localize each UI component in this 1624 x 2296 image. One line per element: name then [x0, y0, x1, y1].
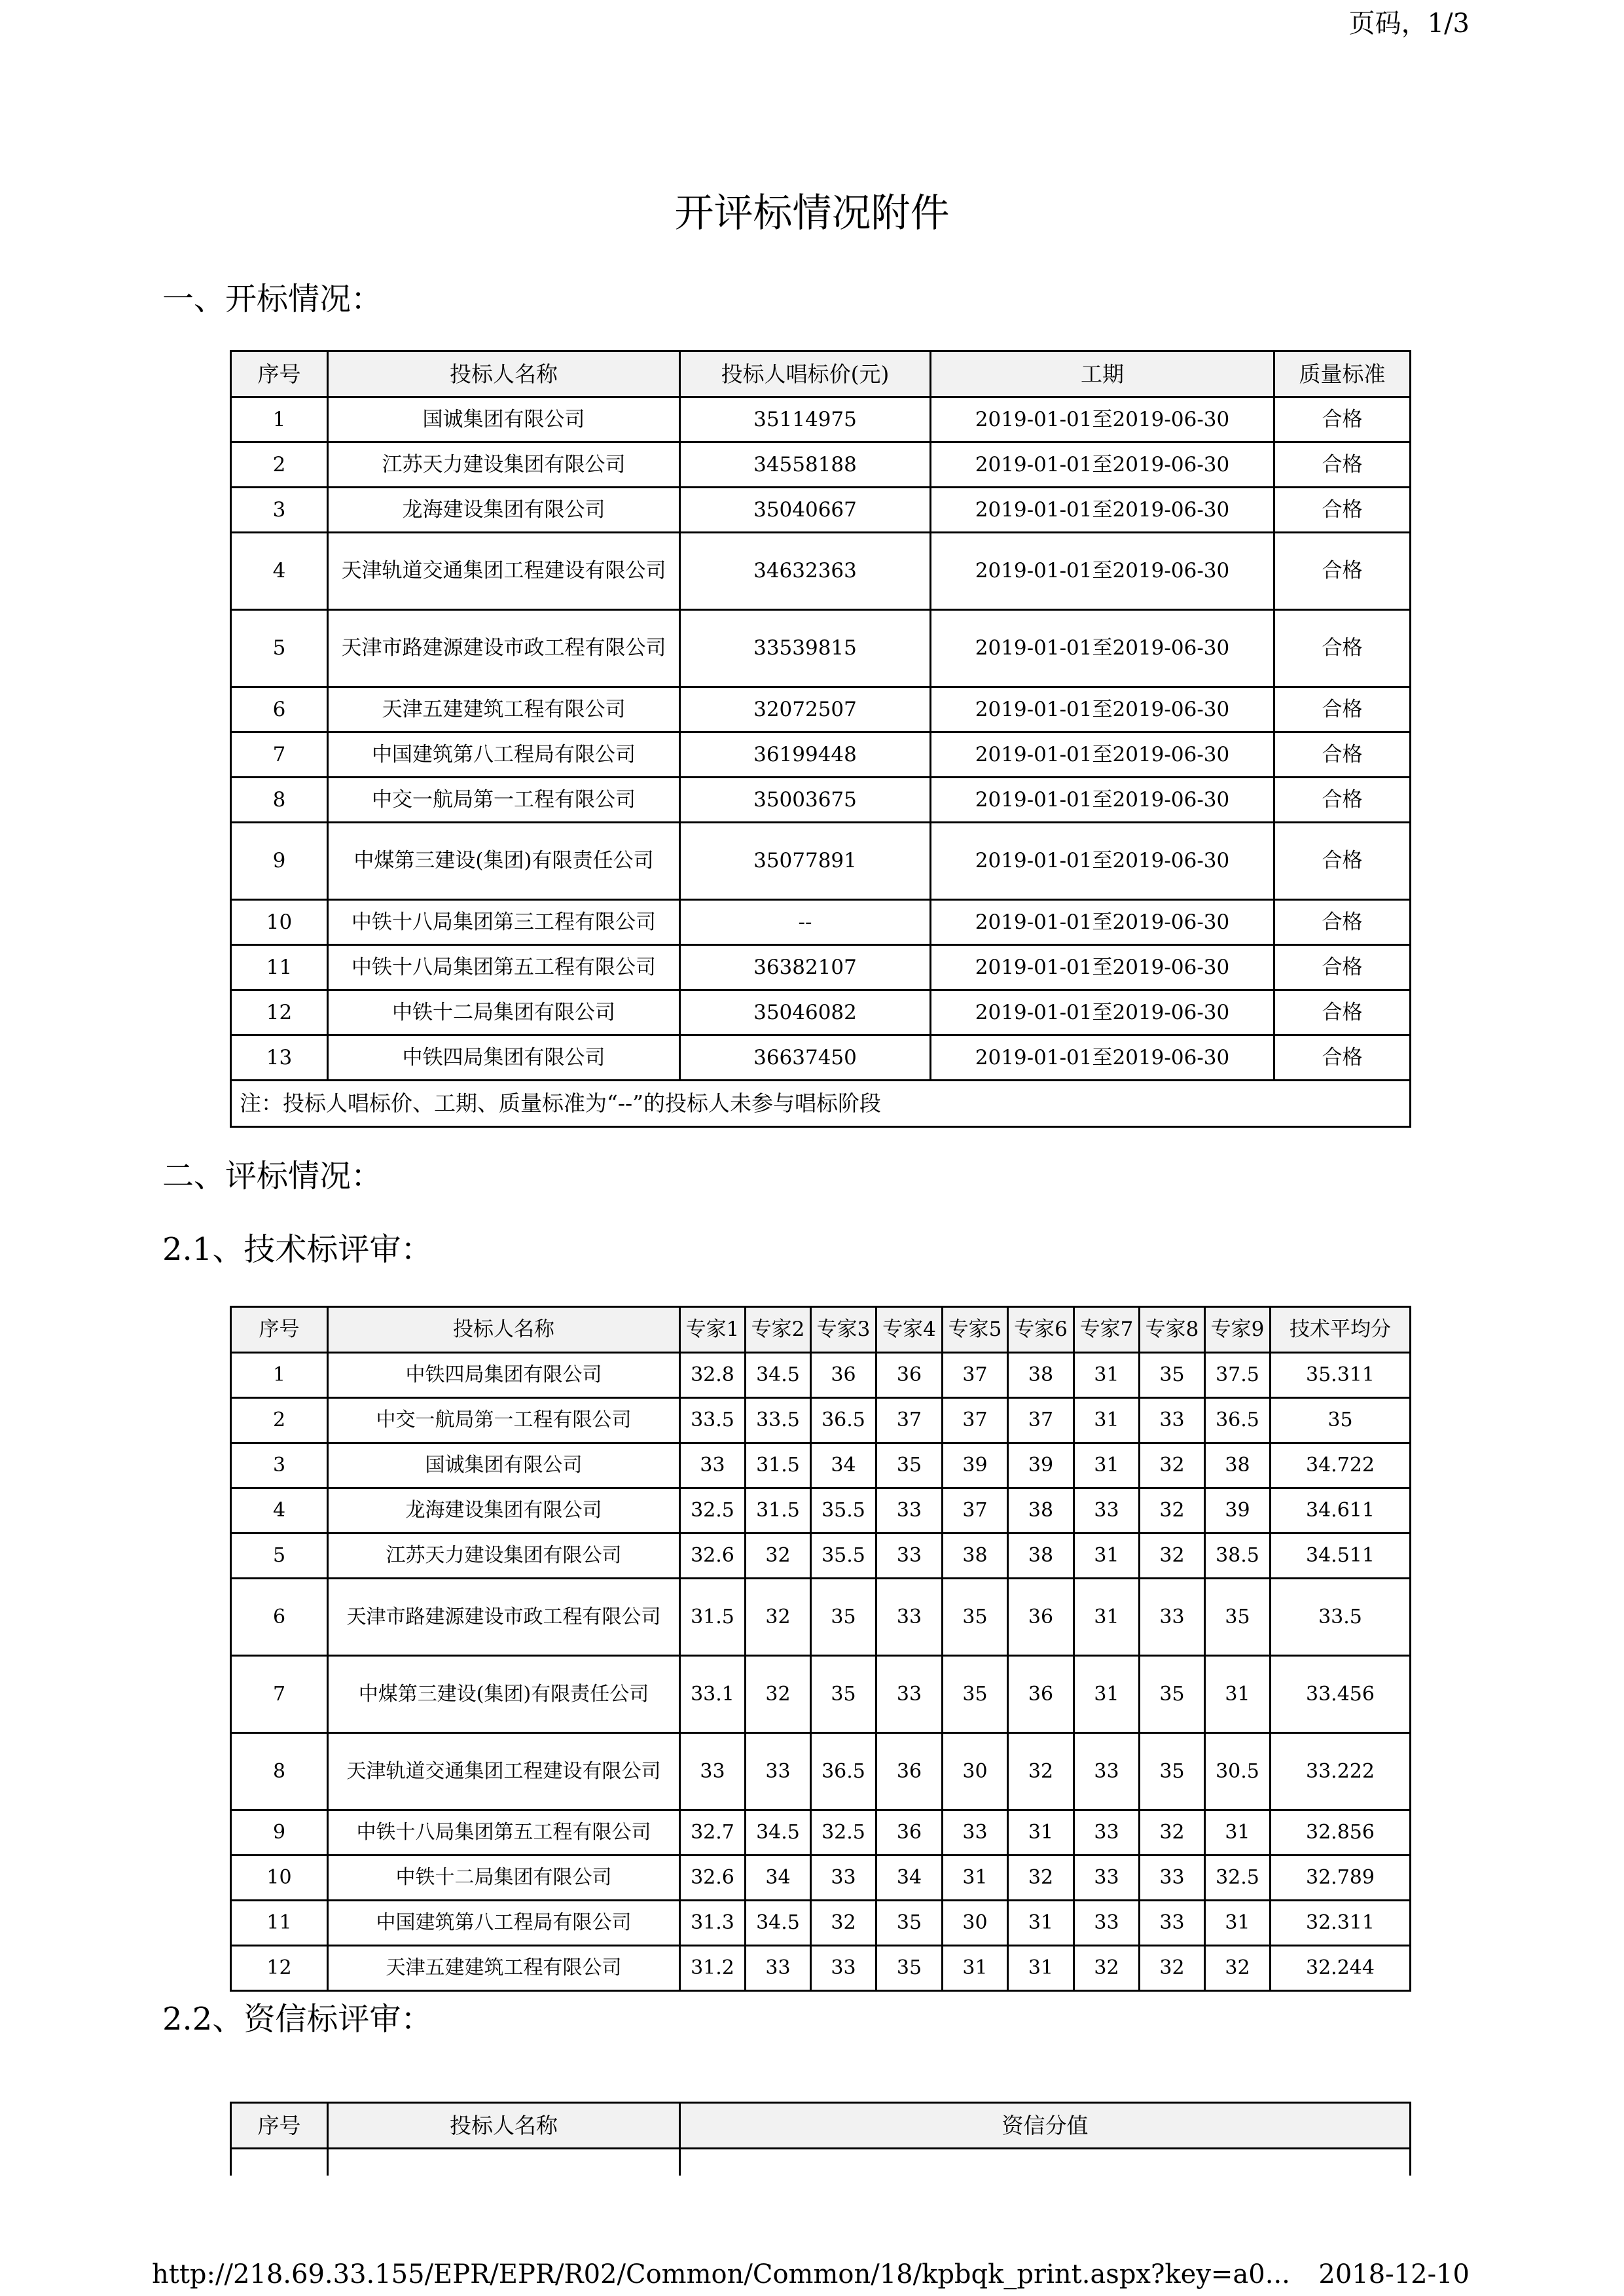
table-cell: 33: [811, 1946, 876, 1991]
table-cell: 34.511: [1271, 1534, 1411, 1579]
table-cell: 天津市路建源建设市政工程有限公司: [328, 1579, 680, 1656]
table-cell: 12: [231, 1946, 328, 1991]
table-cell: 35: [1140, 1656, 1205, 1733]
table-cell: 36: [1008, 1579, 1074, 1656]
table-cell: 5: [231, 610, 328, 687]
table-row: [231, 442, 1411, 488]
header-cell: 序号: [231, 2103, 328, 2149]
table-cell: 35.5: [811, 1534, 876, 1579]
table-row: [231, 1810, 1411, 1856]
table-cell: 2019-01-01至2019-06-30: [931, 945, 1274, 990]
footer-url: http://218.69.33.155/EPR/EPR/R02/Common/Common/18/kpbqk_print.aspx?key=a0...: [152, 2259, 1290, 2289]
table-cell: 38: [1008, 1488, 1074, 1534]
table-cell: 35: [943, 1579, 1008, 1656]
table-cell: 39: [1008, 1443, 1074, 1488]
table-cell: 中国建筑第八工程局有限公司: [328, 732, 680, 778]
table-cell: 32.5: [811, 1810, 876, 1856]
table-cell: 2019-01-01至2019-06-30: [931, 990, 1274, 1035]
table-cell: 合格: [1274, 990, 1411, 1035]
table-cell: 32.789: [1271, 1856, 1411, 1901]
table-cell: 31: [1074, 1534, 1140, 1579]
table-cell: 36382107: [680, 945, 931, 990]
table-cell: 13: [231, 1035, 328, 1081]
table-cell: 35: [943, 1656, 1008, 1733]
table-cell: 35077891: [680, 823, 931, 900]
table-cell: 2019-01-01至2019-06-30: [931, 778, 1274, 823]
footer-date: 2018-12-10: [1318, 2259, 1470, 2289]
table-cell: 31.5: [680, 1579, 746, 1656]
table-cell: 江苏天力建设集团有限公司: [328, 1534, 680, 1579]
table-cell: 35: [1271, 1398, 1411, 1443]
table-cell: 6: [231, 1579, 328, 1656]
table-cell: 32: [1140, 1946, 1205, 1991]
table-cell: 11: [231, 945, 328, 990]
table-cell: 2019-01-01至2019-06-30: [931, 397, 1274, 442]
table-cell: 合格: [1274, 1035, 1411, 1081]
table-header-row: [231, 1307, 1411, 1353]
table-cell: [231, 2149, 328, 2176]
table-row: [231, 945, 1411, 990]
table-cell: 32: [1008, 1733, 1074, 1810]
table-cell: 35: [876, 1946, 943, 1991]
table-cell: 36.5: [811, 1398, 876, 1443]
table-cell: 34.5: [746, 1353, 811, 1398]
table-cell: 38: [1008, 1534, 1074, 1579]
table-cell: 32: [746, 1579, 811, 1656]
table-cell: 天津轨道交通集团工程建设有限公司: [328, 1733, 680, 1810]
table-cell: [328, 2149, 680, 2176]
table-row: [231, 687, 1411, 732]
section-heading-technical: 2.1、技术标评审：: [162, 1231, 433, 1268]
table-note: 注：投标人唱标价、工期、质量标准为“--”的投标人未参与唱标阶段: [231, 1081, 1411, 1127]
table-cell: 32.5: [680, 1488, 746, 1534]
table-cell: 35: [876, 1901, 943, 1946]
table-cell: 36199448: [680, 732, 931, 778]
header-cell: 投标人名称: [328, 1307, 680, 1353]
header-cell: 专家6: [1008, 1307, 1074, 1353]
table-note-row: [231, 1081, 1411, 1127]
table-cell: 中铁十二局集团有限公司: [328, 990, 680, 1035]
table-cell: 8: [231, 778, 328, 823]
table-cell: 35.311: [1271, 1353, 1411, 1398]
table-row: [231, 1856, 1411, 1901]
header-cell: 专家2: [746, 1307, 811, 1353]
table-cell: 32.7: [680, 1810, 746, 1856]
table-cell: 38: [943, 1534, 1008, 1579]
table-cell: 39: [1205, 1488, 1271, 1534]
table-cell: 33: [1140, 1901, 1205, 1946]
table-cell: 31.5: [746, 1488, 811, 1534]
table-cell: 合格: [1274, 610, 1411, 687]
table-cell: 10: [231, 900, 328, 945]
table-cell: 32.5: [1205, 1856, 1271, 1901]
table-cell: --: [680, 900, 931, 945]
page-title: 开评标情况附件: [674, 190, 950, 236]
table-cell: 合格: [1274, 823, 1411, 900]
table-cell: 32.8: [680, 1353, 746, 1398]
table-cell: 中铁十八局集团第五工程有限公司: [328, 1810, 680, 1856]
table-cell: 32.856: [1271, 1810, 1411, 1856]
table-cell: 31: [1008, 1810, 1074, 1856]
table-cell: 32: [1205, 1946, 1271, 1991]
table-cell: 2019-01-01至2019-06-30: [931, 732, 1274, 778]
table-cell: 6: [231, 687, 328, 732]
header-cell: 专家3: [811, 1307, 876, 1353]
table-cell: 33.5: [680, 1398, 746, 1443]
table-row: [231, 778, 1411, 823]
table-cell: 31: [1205, 1656, 1271, 1733]
table-cell: 35: [1205, 1579, 1271, 1656]
table-cell: 31: [1074, 1579, 1140, 1656]
table-cell: 2019-01-01至2019-06-30: [931, 1035, 1274, 1081]
table-cell: 中煤第三建设(集团)有限责任公司: [328, 823, 680, 900]
table-cell: 39: [943, 1443, 1008, 1488]
table-cell: 33: [876, 1488, 943, 1534]
table-cell: 中铁十八局集团第三工程有限公司: [328, 900, 680, 945]
table-cell: 33.5: [1271, 1579, 1411, 1656]
table-cell: 2019-01-01至2019-06-30: [931, 823, 1274, 900]
table-cell: 12: [231, 990, 328, 1035]
table-cell: 7: [231, 1656, 328, 1733]
table-row: [231, 1488, 1411, 1534]
table-cell: 31: [1074, 1398, 1140, 1443]
table-cell: 37: [1008, 1398, 1074, 1443]
table-cell: 38: [1008, 1353, 1074, 1398]
table-cell: 中铁十八局集团第五工程有限公司: [328, 945, 680, 990]
table-cell: 33: [746, 1733, 811, 1810]
table-cell: 37: [943, 1398, 1008, 1443]
table-cell: 35: [811, 1656, 876, 1733]
table-cell: 33: [746, 1946, 811, 1991]
table-cell: 36: [1008, 1656, 1074, 1733]
table-cell: 31: [1205, 1810, 1271, 1856]
table-cell: 中国建筑第八工程局有限公司: [328, 1901, 680, 1946]
table-cell: 33: [1074, 1810, 1140, 1856]
table-cell: 1: [231, 1353, 328, 1398]
table-cell: 10: [231, 1856, 328, 1901]
table-cell: 33: [680, 1733, 746, 1810]
table-cell: 32: [1140, 1488, 1205, 1534]
table-row: [231, 1901, 1411, 1946]
table-cell: 34: [811, 1443, 876, 1488]
table-cell: 31.5: [746, 1443, 811, 1488]
table-cell: 31: [1074, 1443, 1140, 1488]
table-cell: 35.5: [811, 1488, 876, 1534]
table-row: [231, 1656, 1411, 1733]
table-cell: 2019-01-01至2019-06-30: [931, 442, 1274, 488]
header-cell: 工期: [931, 351, 1274, 397]
table-cell: 7: [231, 732, 328, 778]
table-cell: 30: [943, 1733, 1008, 1810]
table-row: [231, 1035, 1411, 1081]
table-cell: 1: [231, 397, 328, 442]
header-cell: 专家9: [1205, 1307, 1271, 1353]
table-cell: 32.6: [680, 1534, 746, 1579]
table-cell: 37: [943, 1353, 1008, 1398]
table-cell: 31: [1074, 1353, 1140, 1398]
table-cell: 34558188: [680, 442, 931, 488]
table-cell: 中交一航局第一工程有限公司: [328, 778, 680, 823]
table-cell: 34: [876, 1856, 943, 1901]
table-cell: 32: [811, 1901, 876, 1946]
header-cell: 技术平均分: [1271, 1307, 1411, 1353]
table-cell: 33: [1140, 1579, 1205, 1656]
header-cell: 专家1: [680, 1307, 746, 1353]
table-cell: 31: [1205, 1901, 1271, 1946]
table-cell: 2019-01-01至2019-06-30: [931, 533, 1274, 610]
table-row: [231, 1946, 1411, 1991]
table-cell: 33: [876, 1656, 943, 1733]
table-cell: 33: [811, 1856, 876, 1901]
table-cell: 36: [811, 1353, 876, 1398]
table-cell: 33: [943, 1810, 1008, 1856]
table-cell: 2: [231, 442, 328, 488]
table-cell: 33: [1140, 1856, 1205, 1901]
table-cell: 合格: [1274, 397, 1411, 442]
table-cell: 天津市路建源建设市政工程有限公司: [328, 610, 680, 687]
table-cell: 33: [1074, 1733, 1140, 1810]
table-cell: 36.5: [1205, 1398, 1271, 1443]
header-cell: 投标人唱标价(元): [680, 351, 931, 397]
table-row: [231, 1353, 1411, 1398]
section-heading-evaluation: 二、评标情况：: [162, 1158, 383, 1194]
table-cell: 38.5: [1205, 1534, 1271, 1579]
section-heading-bid-opening: 一、开标情况：: [162, 281, 383, 317]
table-cell: 33: [1140, 1398, 1205, 1443]
table-cell: 31: [943, 1856, 1008, 1901]
table-cell: 3: [231, 488, 328, 533]
table-cell: 中交一航局第一工程有限公司: [328, 1398, 680, 1443]
table-cell: 33.5: [746, 1398, 811, 1443]
header-cell: 专家4: [876, 1307, 943, 1353]
table-cell: 31.3: [680, 1901, 746, 1946]
table-cell: 国诚集团有限公司: [328, 1443, 680, 1488]
table-cell: 32: [1008, 1856, 1074, 1901]
table-cell: 31: [1008, 1946, 1074, 1991]
table-cell: 龙海建设集团有限公司: [328, 488, 680, 533]
table-cell: 34.722: [1271, 1443, 1411, 1488]
table-cell: 36: [876, 1810, 943, 1856]
table-cell: 32: [746, 1534, 811, 1579]
table-cell: 江苏天力建设集团有限公司: [328, 442, 680, 488]
table-cell: 33: [876, 1579, 943, 1656]
table-cell: 32: [1140, 1443, 1205, 1488]
table-cell: 33.456: [1271, 1656, 1411, 1733]
table-cell: 32.6: [680, 1856, 746, 1901]
table-row: [231, 1733, 1411, 1810]
table-cell: 中铁四局集团有限公司: [328, 1353, 680, 1398]
header-cell: 投标人名称: [328, 351, 680, 397]
table-row: [231, 397, 1411, 442]
table-cell: 11: [231, 1901, 328, 1946]
header-cell: 序号: [231, 1307, 328, 1353]
table-cell: 2019-01-01至2019-06-30: [931, 610, 1274, 687]
table-row: [231, 900, 1411, 945]
table-row: [231, 1579, 1411, 1656]
table-cell: 31: [1074, 1656, 1140, 1733]
table-cell: 合格: [1274, 488, 1411, 533]
table-cell: 32072507: [680, 687, 931, 732]
table-cell: 35: [811, 1579, 876, 1656]
table-cell: 33: [876, 1534, 943, 1579]
table-cell: 国诚集团有限公司: [328, 397, 680, 442]
header-cell: 专家5: [943, 1307, 1008, 1353]
table-cell: 34: [746, 1856, 811, 1901]
table-row: [231, 488, 1411, 533]
header-cell: 投标人名称: [328, 2103, 680, 2149]
table-cell: 8: [231, 1733, 328, 1810]
table-cell: 2019-01-01至2019-06-30: [931, 687, 1274, 732]
page-number: 页码，1/3: [1348, 9, 1470, 39]
table-cell: 龙海建设集团有限公司: [328, 1488, 680, 1534]
table-cell: 33.222: [1271, 1733, 1411, 1810]
table-cell: 31: [943, 1946, 1008, 1991]
table-cell: 35114975: [680, 397, 931, 442]
table-cell: 33.1: [680, 1656, 746, 1733]
table-cell: 32: [1140, 1810, 1205, 1856]
table-cell: 32.311: [1271, 1901, 1411, 1946]
table-row: [231, 1443, 1411, 1488]
table-cell: 天津轨道交通集团工程建设有限公司: [328, 533, 680, 610]
table-cell: 34.5: [746, 1810, 811, 1856]
table-cell: 中铁十二局集团有限公司: [328, 1856, 680, 1901]
table-cell: 9: [231, 823, 328, 900]
section-heading-credit: 2.2、资信标评审：: [162, 2001, 433, 2037]
table-cell: 34.5: [746, 1901, 811, 1946]
table-cell: 9: [231, 1810, 328, 1856]
table-cell: 35: [1140, 1733, 1205, 1810]
table-cell: 33: [1074, 1488, 1140, 1534]
header-cell: 序号: [231, 351, 328, 397]
table-cell: 35040667: [680, 488, 931, 533]
table-cell: 33: [1074, 1856, 1140, 1901]
table-cell: 合格: [1274, 945, 1411, 990]
table-cell: 33: [1074, 1901, 1140, 1946]
table-cell: 2019-01-01至2019-06-30: [931, 900, 1274, 945]
table-cell: 32: [1074, 1946, 1140, 1991]
table-cell: 合格: [1274, 687, 1411, 732]
table-row: [231, 1398, 1411, 1443]
table-cell: 35: [1140, 1353, 1205, 1398]
table-cell: 33539815: [680, 610, 931, 687]
table-cell: 合格: [1274, 442, 1411, 488]
table-cell: 36: [876, 1733, 943, 1810]
table-cell: 5: [231, 1534, 328, 1579]
table-cell: 35046082: [680, 990, 931, 1035]
table-cell: 3: [231, 1443, 328, 1488]
table-cell: 35003675: [680, 778, 931, 823]
table-cell: 4: [231, 533, 328, 610]
table-cell: 中铁四局集团有限公司: [328, 1035, 680, 1081]
table-cell: 35: [876, 1443, 943, 1488]
table-row: [231, 533, 1411, 610]
table-cell: 天津五建建筑工程有限公司: [328, 1946, 680, 1991]
table-cell: 30: [943, 1901, 1008, 1946]
table-cell: 中煤第三建设(集团)有限责任公司: [328, 1656, 680, 1733]
table-cell: 31.2: [680, 1946, 746, 1991]
table-cell: 37: [876, 1398, 943, 1443]
table-cell: 天津五建建筑工程有限公司: [328, 687, 680, 732]
table-cell: 37: [943, 1488, 1008, 1534]
table-cell: 34.611: [1271, 1488, 1411, 1534]
table-row: [231, 732, 1411, 778]
header-cell: 资信分值: [680, 2103, 1411, 2149]
header-cell: 专家8: [1140, 1307, 1205, 1353]
table-cell: 30.5: [1205, 1733, 1271, 1810]
table-cell: 32: [1140, 1534, 1205, 1579]
table-row: [231, 2149, 1411, 2176]
table-cell: 33: [680, 1443, 746, 1488]
table-cell: 37.5: [1205, 1353, 1271, 1398]
table-row: [231, 610, 1411, 687]
table-row: [231, 823, 1411, 900]
bid-opening-table: [230, 350, 1411, 1128]
table-cell: 2: [231, 1398, 328, 1443]
table-row: [231, 1534, 1411, 1579]
table-cell: 31: [1008, 1901, 1074, 1946]
table-cell: 合格: [1274, 778, 1411, 823]
header-cell: 专家7: [1074, 1307, 1140, 1353]
table-cell: 合格: [1274, 533, 1411, 610]
table-row: [231, 990, 1411, 1035]
header-cell: 质量标准: [1274, 351, 1411, 397]
credit-score-table: [230, 2102, 1411, 2176]
table-cell: 32.244: [1271, 1946, 1411, 1991]
table-cell: 4: [231, 1488, 328, 1534]
table-cell: 32: [746, 1656, 811, 1733]
table-cell: 2019-01-01至2019-06-30: [931, 488, 1274, 533]
table-header-row: [231, 351, 1411, 397]
table-cell: 36637450: [680, 1035, 931, 1081]
table-header-row: [231, 2103, 1411, 2149]
table-cell: 34632363: [680, 533, 931, 610]
table-cell: 36.5: [811, 1733, 876, 1810]
table-cell: 合格: [1274, 732, 1411, 778]
table-cell: 合格: [1274, 900, 1411, 945]
table-cell: 36: [876, 1353, 943, 1398]
table-cell: [680, 2149, 1411, 2176]
technical-score-table: [230, 1306, 1411, 1992]
table-cell: 38: [1205, 1443, 1271, 1488]
